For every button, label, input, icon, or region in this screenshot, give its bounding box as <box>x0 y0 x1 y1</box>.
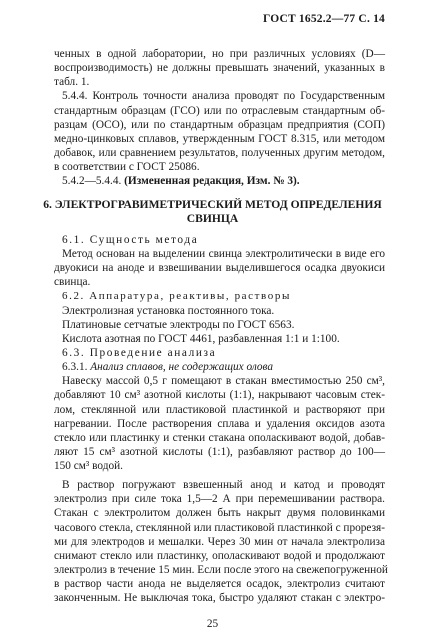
section-heading-cont: СВИНЦА <box>186 212 239 226</box>
text-line: Кислота азотная по ГОСТ 4461, разбавленная 1:1 и 1:100. <box>62 332 340 345</box>
text-line: электролиз в течение 15 мин. Если после этого на свежепогруженной <box>54 564 388 576</box>
amendment-note <box>62 174 385 188</box>
text-line: часового стекла, стеклянной или пластиковой пластинкой с прорезя- <box>54 521 385 534</box>
clause-line <box>62 360 385 374</box>
text-line: Платиновые сетчатые электроды по ГОСТ 6563. <box>62 318 295 331</box>
text-line: Навеску массой 0,5 г помещают в стакан вместимостью 250 см³, <box>62 375 385 388</box>
text-line: 150 см³ водой. <box>54 460 123 473</box>
subsection-title: 6.1. Сущность метода <box>62 233 199 246</box>
text-line: ляют 15 см³ азотной кислоты (1:1), разбавляют раствор до 100— <box>54 446 385 459</box>
page-header: ГОСТ 1652.2—77 С. 14 <box>262 13 385 25</box>
text-line: медно-цинковых сплавов, утвержденным ГОСТ 8.315, или методом <box>54 132 385 145</box>
text-line: стандартным образцам (ГСО) или по отраслевым стандартным об- <box>54 104 385 117</box>
text-line: двуокиси на аноде и взвешивании выделившегося осадка двуокиси <box>54 262 385 275</box>
text-line: добавляют 10 см³ азотной кислоты (1:1), накрывают часовым стек- <box>54 389 385 402</box>
text-line: В раствор погружают взвешенный анод и катод и проводят <box>62 479 385 492</box>
amendment-ref: 5.4.2—5.4.4. <box>62 175 122 188</box>
text-line: ченных в одной лаборатории, но при различных условиях (D— <box>54 48 385 60</box>
text-line: табл. 1. <box>54 76 90 89</box>
text-line: Электролизная установка постоянного тока. <box>62 304 275 317</box>
text-line: в соответствии с ГОСТ 25086. <box>54 161 200 174</box>
text-line: 5.4.4. Контроль точности анализа проводят по Государственным <box>62 90 385 103</box>
text-line: Стакан с электролитом должен быть накрыт двумя половинками <box>54 507 385 520</box>
text-line: ми для электродов и мешалки. Через 30 мин от начала электролиза <box>54 535 385 548</box>
section-heading: 6. ЭЛЕКТРОГРАВИМЕТРИЧЕСКИЙ МЕТОД ОПРЕДЕЛЕНИЯ <box>43 197 382 211</box>
text-line: нагревании. После растворения сплава и удаления оксидов азота <box>54 417 385 430</box>
subsection-title: 6.3. Проведение анализа <box>62 347 217 360</box>
text-line: стекло или пластинку и стенки стакана ополаскивают водой, добав- <box>54 431 385 444</box>
amendment-label: (Измененная редакция, Изм. № 3). <box>124 175 300 188</box>
text-line: электролиз при силе тока 1,5—2 А при перемешивании раствора. <box>54 493 385 506</box>
text-line: в раствор части анода не выделяется осадок, электролиз считают <box>54 578 385 591</box>
text-line: воспроизводимость) не должны превышать значений, указанных в <box>54 62 385 75</box>
subsection-title: 6.2. Аппаратура, реактивы, растворы <box>62 290 291 303</box>
text-line: лом, стеклянной или пластиковой пластинкой и растворяют при <box>54 403 385 416</box>
text-line: законченным. Не выключая тока, быстро удаляют стакан с электро- <box>54 592 385 605</box>
text-line: Метод основан на выделении свинца электролитически в виде его <box>62 247 385 260</box>
text-line: снимают стекло или пластинку, ополаскивают водой и продолжают <box>54 549 385 562</box>
clause-title: Анализ сплавов, не содержащих олова <box>90 361 274 374</box>
page-number: 25 <box>206 618 219 630</box>
text-line: свинца. <box>54 276 91 289</box>
clause-number: 6.3.1. <box>62 361 88 374</box>
text-line: добавок, или сравнением результатов, полученных другим методом, <box>54 147 385 160</box>
text-line: разцам (ОСО), или по стандартным образцам предприятия (СОП) <box>54 118 385 131</box>
